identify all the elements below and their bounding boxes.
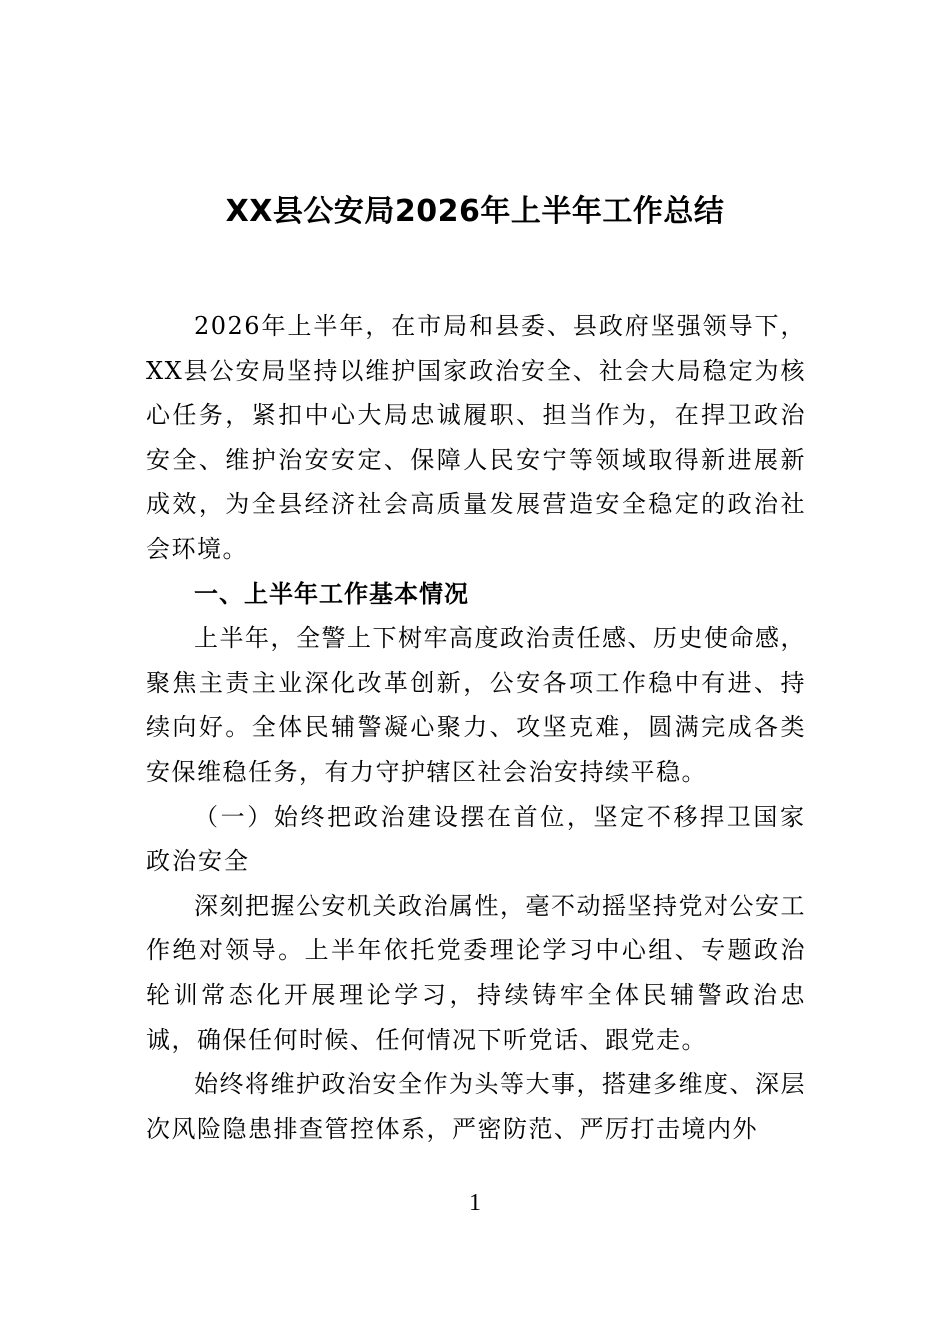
overview-paragraph: 上半年，全警上下树牢高度政治责任感、历史使命感，聚焦主责主业深化改革创新，公安各项工作稳中有进、持续向好。全体民辅警凝心聚力、攻坚克难，圆满完成各类安保维稳任务，有力守护辖区社会治安持续平稳。 [146,624,806,786]
page-number: 1 [469,1190,481,1216]
subsection-heading: （一）始终把政治建设摆在首位，坚定不移捍卫国家政治安全 [146,802,806,876]
intro-paragraph: 2026年上半年，在市局和县委、县政府坚强领导下，XX县公安局坚持以维护国家政治安全、社会大局稳定为核心任务，紧扣中心大局忠诚履职、担当作为，在捍卫政治安全、维护治安安定、保障人民安宁等领域取得新进展新成效，为全县经济社会高质量发展营造安全稳定的政治社会环境。 [146,312,806,563]
section-heading: 一、上半年工作基本情况 [194,579,469,608]
body-paragraph: 始终将维护政治安全作为头等大事，搭建多维度、深层次风险隐患排查管控体系，严密防范、严厉打击境内外 [146,1070,806,1143]
body-paragraph: 深刻把握公安机关政治属性，毫不动摇坚持党对公安工作绝对领导。上半年依托党委理论学习中心组、专题政治轮训常态化开展理论学习，持续铸牢全体民辅警政治忠诚，确保任何时候、任何情况下听党话、跟党走。 [146,891,806,1054]
document-body [146,304,806,1151]
document-title: XX县公安局2026年上半年工作总结 [225,194,725,229]
